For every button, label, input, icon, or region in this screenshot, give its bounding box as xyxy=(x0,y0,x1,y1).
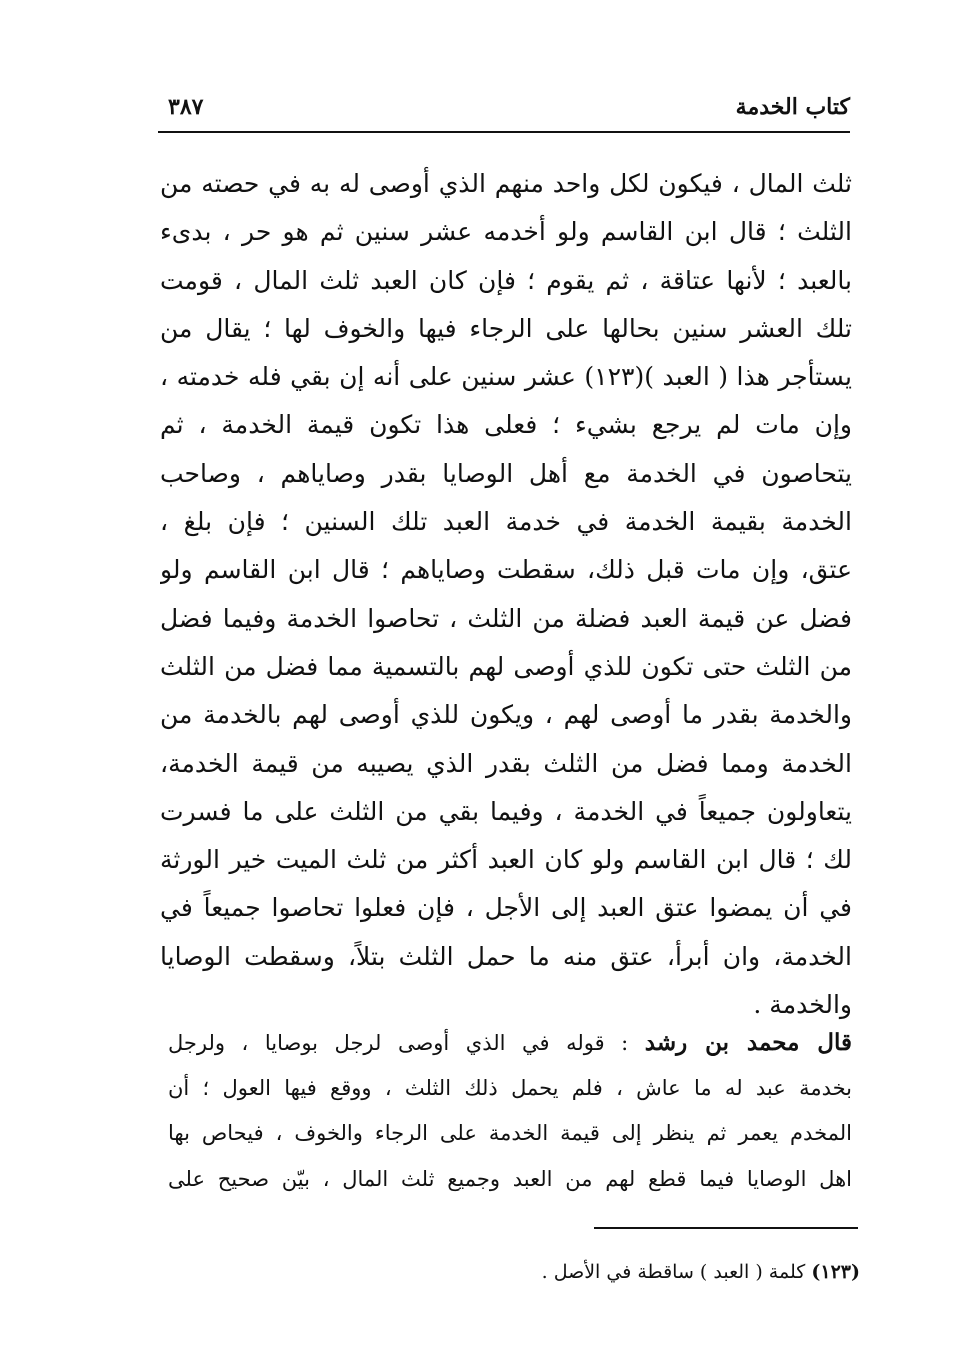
main-text xyxy=(160,160,852,1029)
header-rule xyxy=(158,131,850,133)
text-line: يتعاولون جميعاً في الخدمة ، وفيما بقي من الثلث على ما فسرت xyxy=(160,796,852,826)
text-line: الخدمة بقيمة الخدمة في خدمة العبد تلك السنين ؛ فإن بلغ ، xyxy=(160,507,852,537)
running-header xyxy=(160,94,850,130)
text-line: ثلث المال ، فيكون لكل واحد منهم الذي أوصى له به في حصته من xyxy=(160,169,852,198)
commentary-line: بخدمة عبد له ما عاش ، فلم يحمل ذلك الثلث ، ووقع فيها العول ؛ أن xyxy=(168,1075,852,1100)
text-line: لك ؛ قال ابن القاسم ولو كان العبد أكثر من ثلث الميت خير الورثة xyxy=(160,845,852,875)
text-line: فضل عن قيمة العبد فضلة من الثلث ، تحاصوا الخدمة وفيما فضل xyxy=(160,603,852,633)
text-line: من الثلث حتى تكون للذي أوصى لهم بالتسمية مما فضل من الثلث xyxy=(160,651,852,681)
text-line: تلك العشر سنين بحالها على الرجاء فيها والخوف لها ؛ يقال من xyxy=(160,313,852,343)
text-line: بالعبد ؛ لأنها عتاقة ، ثم يقوم ؛ فإن كان العبد ثلث المال ، قومت xyxy=(160,265,852,295)
text-line: يتحاصون في الخدمة مع أهل الوصايا بقدر وصاياهم ، وصاحب xyxy=(160,458,852,488)
footnote-rule xyxy=(594,1227,858,1229)
footnote xyxy=(300,1258,860,1286)
commentary-first-line xyxy=(168,1020,852,1066)
commentator-name: قال محمد بن رشد xyxy=(644,1029,852,1056)
commentary-block xyxy=(168,1020,852,1202)
text-line: الخدمة، وان أبرأ، عتق منه ما حمل الثلث بتلاً، وسقطت الوصايا xyxy=(160,941,852,971)
commentary-line: المخدم يعمر ثم ينظر إلى قيمة الخدمة على الرجاء والخوف ، فيحاص بها xyxy=(168,1121,852,1145)
text-line: والخدمة بقدر ما أوصى لهم ، ويكون للذي أوصى لهم بالخدمة من xyxy=(160,700,852,730)
text-line: يستأجر هذا ( العبد )(١٢٣) عشر سنين على أنه إن بقي فله خدمته ، xyxy=(160,362,852,392)
footnote-number: (١٢٣) xyxy=(811,1261,860,1283)
text-line: في أن يمضوا عتق العبد إلى الأجل ، فإن فعلوا تحاصوا جميعاً في xyxy=(160,893,852,923)
chapter-title: كتاب الخدمة xyxy=(735,94,850,120)
text-line: والخدمة . xyxy=(753,990,852,1020)
text-line: عتق، وإن مات قبل ذلك، سقطت وصاياهم ؛ قال ابن القاسم ولو xyxy=(160,555,852,585)
text-line: الثلث ؛ قال ابن القاسم ولو أخدمه عشر سنين ثم هو حر ، بدىء xyxy=(160,217,852,247)
commentary-text: : قوله في الذي أوصى لرجل بوصايا ، ولرجل xyxy=(168,1031,629,1055)
commentary-line: اهل الوصايا فيما قطع لهم من العبد وجميع ثلث المال ، بيّن صحيح على xyxy=(168,1166,852,1191)
page-number: ٣٨٧ xyxy=(168,94,204,120)
text-line: الخدمة ومما فضل من الثلث بقدر الذي يصيبه من قيمة الخدمة، xyxy=(160,748,852,778)
text-line: وإن مات لم يرجع بشيء ؛ فعلى هذا تكون قيمة الخدمة ، ثم xyxy=(160,410,852,440)
footnote-text: كلمة ( العبد ) ساقطة في الأصل . xyxy=(541,1261,806,1283)
